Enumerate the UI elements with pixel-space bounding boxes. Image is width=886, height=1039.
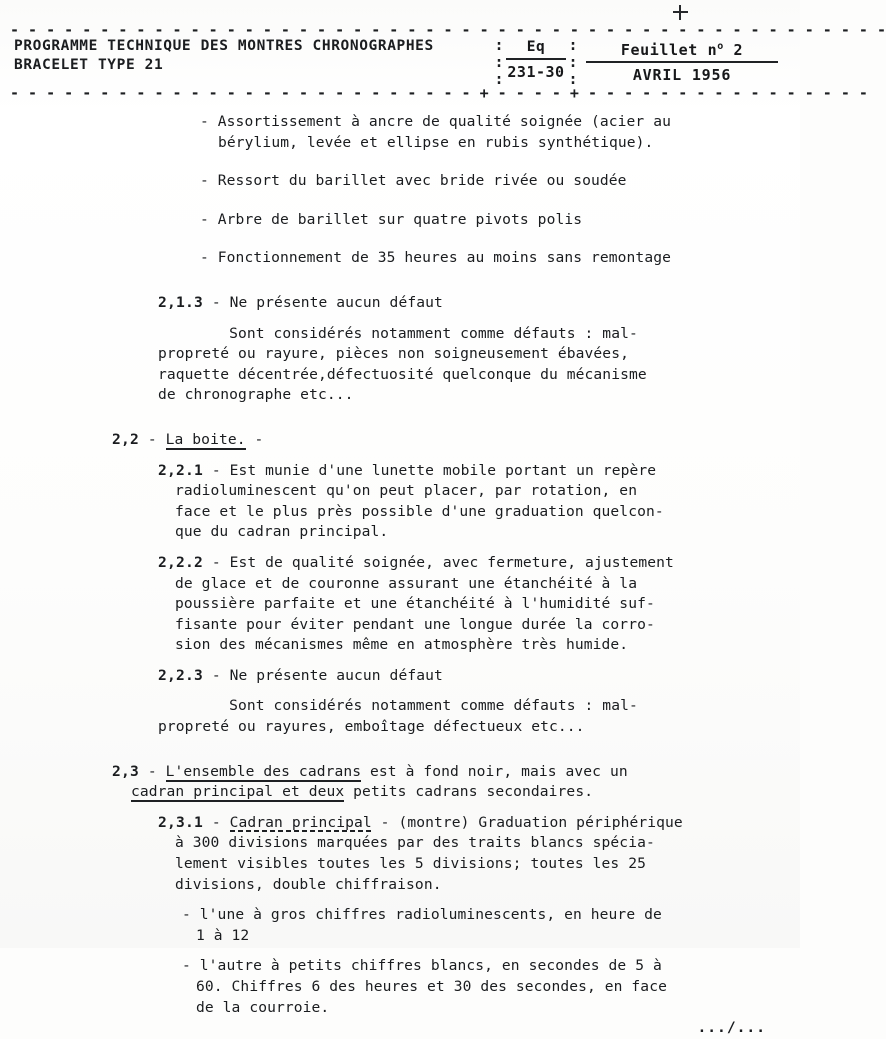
section-2-1-3-heading <box>0 293 800 314</box>
spacer <box>0 230 800 248</box>
section-2-2-3-heading <box>0 666 800 687</box>
header-sheet-ordinal: o <box>717 41 724 52</box>
document-header <box>10 21 886 102</box>
section-line: lement visibles toutes les 5 divisions; toutes les 25 <box>175 855 646 873</box>
section-trailing-dash: - <box>254 430 264 448</box>
bullet-continuation: 60. Chiffres 6 des heures et 30 des secondes, en face <box>196 978 667 995</box>
spacer <box>0 895 800 905</box>
section-2-2-heading <box>0 430 800 451</box>
bullet-item <box>0 210 800 231</box>
section-title: Ne présente aucun défaut <box>229 293 443 311</box>
section-line-text: à 300 divisions marquées par des traits blancs spécia- <box>175 834 655 852</box>
spacer <box>0 543 800 553</box>
spacer <box>0 803 800 813</box>
section-2-2-2-heading <box>0 553 800 574</box>
section-number: 2,2.3 <box>158 666 203 684</box>
header-title-line-2: BRACELET TYPE 21 <box>14 57 164 73</box>
header-eq-label: Eq <box>506 37 566 60</box>
registration-plus-icon <box>673 5 688 20</box>
section-first-line-rest: - (montre) Graduation périphérique <box>371 813 683 831</box>
paragraph-line: Sont considérés notamment comme défauts : mal- <box>158 697 638 715</box>
header-eq-code: 231-30 <box>507 63 565 81</box>
paragraph-line: Sont considérés notamment comme défauts : mal- <box>158 324 638 342</box>
bullet-marker: - <box>182 957 191 975</box>
section-underlined-title: Cadran principal <box>229 813 372 831</box>
header-sheet-number: 2 <box>733 41 744 59</box>
section-line-2 <box>0 782 800 803</box>
bullet-line: - <box>200 113 209 130</box>
bullet-line: l'autre à petits chiffres blancs, en secondes de 5 à <box>199 957 662 975</box>
section-line: sion des mécanismes même en atmosphère très humide. <box>175 636 629 654</box>
bullet-marker: - <box>200 172 209 190</box>
spacer <box>0 686 800 696</box>
section-dash: - <box>211 293 221 311</box>
spacer <box>0 738 800 762</box>
section-2-2-1-heading <box>0 461 800 482</box>
section-line <box>0 833 800 854</box>
paragraph-line: de chronographe etc... <box>158 386 354 404</box>
spacer <box>0 656 800 666</box>
bullet-line: Fonctionnement de 35 heures au moins sans remontage <box>217 249 671 267</box>
header-sheet-label <box>586 37 778 63</box>
section-underlined-lead-2: cadran principal et deux <box>131 783 345 801</box>
continuation-mark: .../... <box>697 1019 766 1037</box>
section-line: de glace et de couronne assurant une étanchéité à la <box>175 574 638 592</box>
section-number: 2,2 <box>112 430 139 448</box>
bullet-line: Ressort du barillet avec bride rivée ou soudée <box>217 172 627 190</box>
bullet-item <box>0 171 800 192</box>
bullet-item <box>0 112 800 133</box>
bullet-item <box>0 248 800 269</box>
section-number: 2,3.1 <box>158 813 203 831</box>
section-line: poussière parfaite et une étanchéité à l'humidité suf- <box>175 595 655 613</box>
spacer <box>0 451 800 461</box>
section-line: Est de qualité soignée, avec fermeture, ajustement <box>229 553 674 571</box>
spacer <box>0 406 800 430</box>
document-body <box>0 112 800 1039</box>
section-dash: - <box>211 813 221 831</box>
section-title: Ne présente aucun défaut <box>229 666 443 684</box>
bullet-line: Arbre de barillet sur quatre pivots polis <box>217 210 583 228</box>
section-line: divisions, double chiffraison. <box>175 875 442 893</box>
section-lead-rest: est à fond noir, mais avec un <box>361 762 628 780</box>
section-2-3-1-heading <box>0 813 800 834</box>
bullet-marker: - <box>200 249 209 267</box>
header-bottom-rule: - - - - - - - - - - - - - - - - - - - - - - - - - - + - - - - + - - - - - - - - - - - - - - - - <box>10 84 868 102</box>
bullet-marker: - <box>182 906 191 924</box>
spacer <box>0 153 800 171</box>
section-number: 2,3 <box>112 762 139 780</box>
section-number: 2,2.1 <box>158 461 203 479</box>
section-dash: - <box>147 430 157 448</box>
header-top-rule: - - - - - - - - - - - - - - - - - - - - - - - - - - - - - - - - - - - - - - - - - - - - - - - - - <box>10 21 886 39</box>
bullet-continuation: 1 à 12 <box>196 926 250 944</box>
spacer <box>0 269 800 293</box>
header-date: AVRIL 1956 <box>632 66 732 84</box>
section-line: que du cadran principal. <box>175 523 389 541</box>
header-sheet-cell <box>580 37 788 87</box>
section-number: 2,2.2 <box>158 553 203 571</box>
section-lead-2-rest: petits cadrans secondaires. <box>344 783 594 801</box>
spacer <box>0 192 800 210</box>
paragraph-line: propreté ou rayure, pièces non soigneusement ébavées, <box>158 345 629 363</box>
section-line: Est munie d'une lunette mobile portant un repère <box>229 461 657 479</box>
bullet-line: Assortissement à ancre de qualité soignée (acier au <box>217 113 671 130</box>
section-number: 2,1.3 <box>158 293 203 311</box>
header-title-line-1: PROGRAMME TECHNIQUE DES MONTRES CHRONOGRAPHES <box>14 38 434 54</box>
section-line: fisante pour éviter pendant une longue durée la corro- <box>175 615 655 633</box>
header-sheet-text: Feuillet n <box>620 41 718 59</box>
section-line: radioluminescent qu'on peut placer, par rotation, en <box>175 482 638 500</box>
bullet-item <box>0 905 800 926</box>
paragraph-line: propreté ou rayures, emboîtage défectueux etc... <box>158 718 585 736</box>
header-separator-left: : : : <box>494 36 504 88</box>
header-title-cell <box>10 37 492 87</box>
paragraph-line: raquette décentrée,défectuosité quelconque du mécanisme <box>158 365 647 383</box>
header-eq-cell <box>506 37 566 87</box>
section-2-3-heading <box>0 762 800 783</box>
bullet-item <box>0 956 800 977</box>
spacer <box>0 946 800 956</box>
header-grid <box>10 37 788 87</box>
section-dash: - <box>211 553 221 571</box>
section-underlined-lead: L'ensemble des cadrans <box>165 762 362 780</box>
spacer <box>0 314 800 324</box>
section-dash: - <box>211 461 221 479</box>
bullet-marker: - <box>200 210 209 228</box>
section-line: face et le plus près possible d'une graduation quelcon- <box>175 502 664 520</box>
bullet-continuation: de la courroie. <box>196 998 330 1016</box>
section-title: La boite. <box>165 430 246 448</box>
bullet-continuation: bérylium, levée et ellipse en rubis synthétique). <box>218 133 654 151</box>
header-separator-right: : : : <box>568 36 578 88</box>
bullet-line: l'une à gros chiffres radioluminescents, en heure de <box>199 906 662 924</box>
section-dash: - <box>211 666 221 684</box>
section-dash: - <box>147 762 157 780</box>
